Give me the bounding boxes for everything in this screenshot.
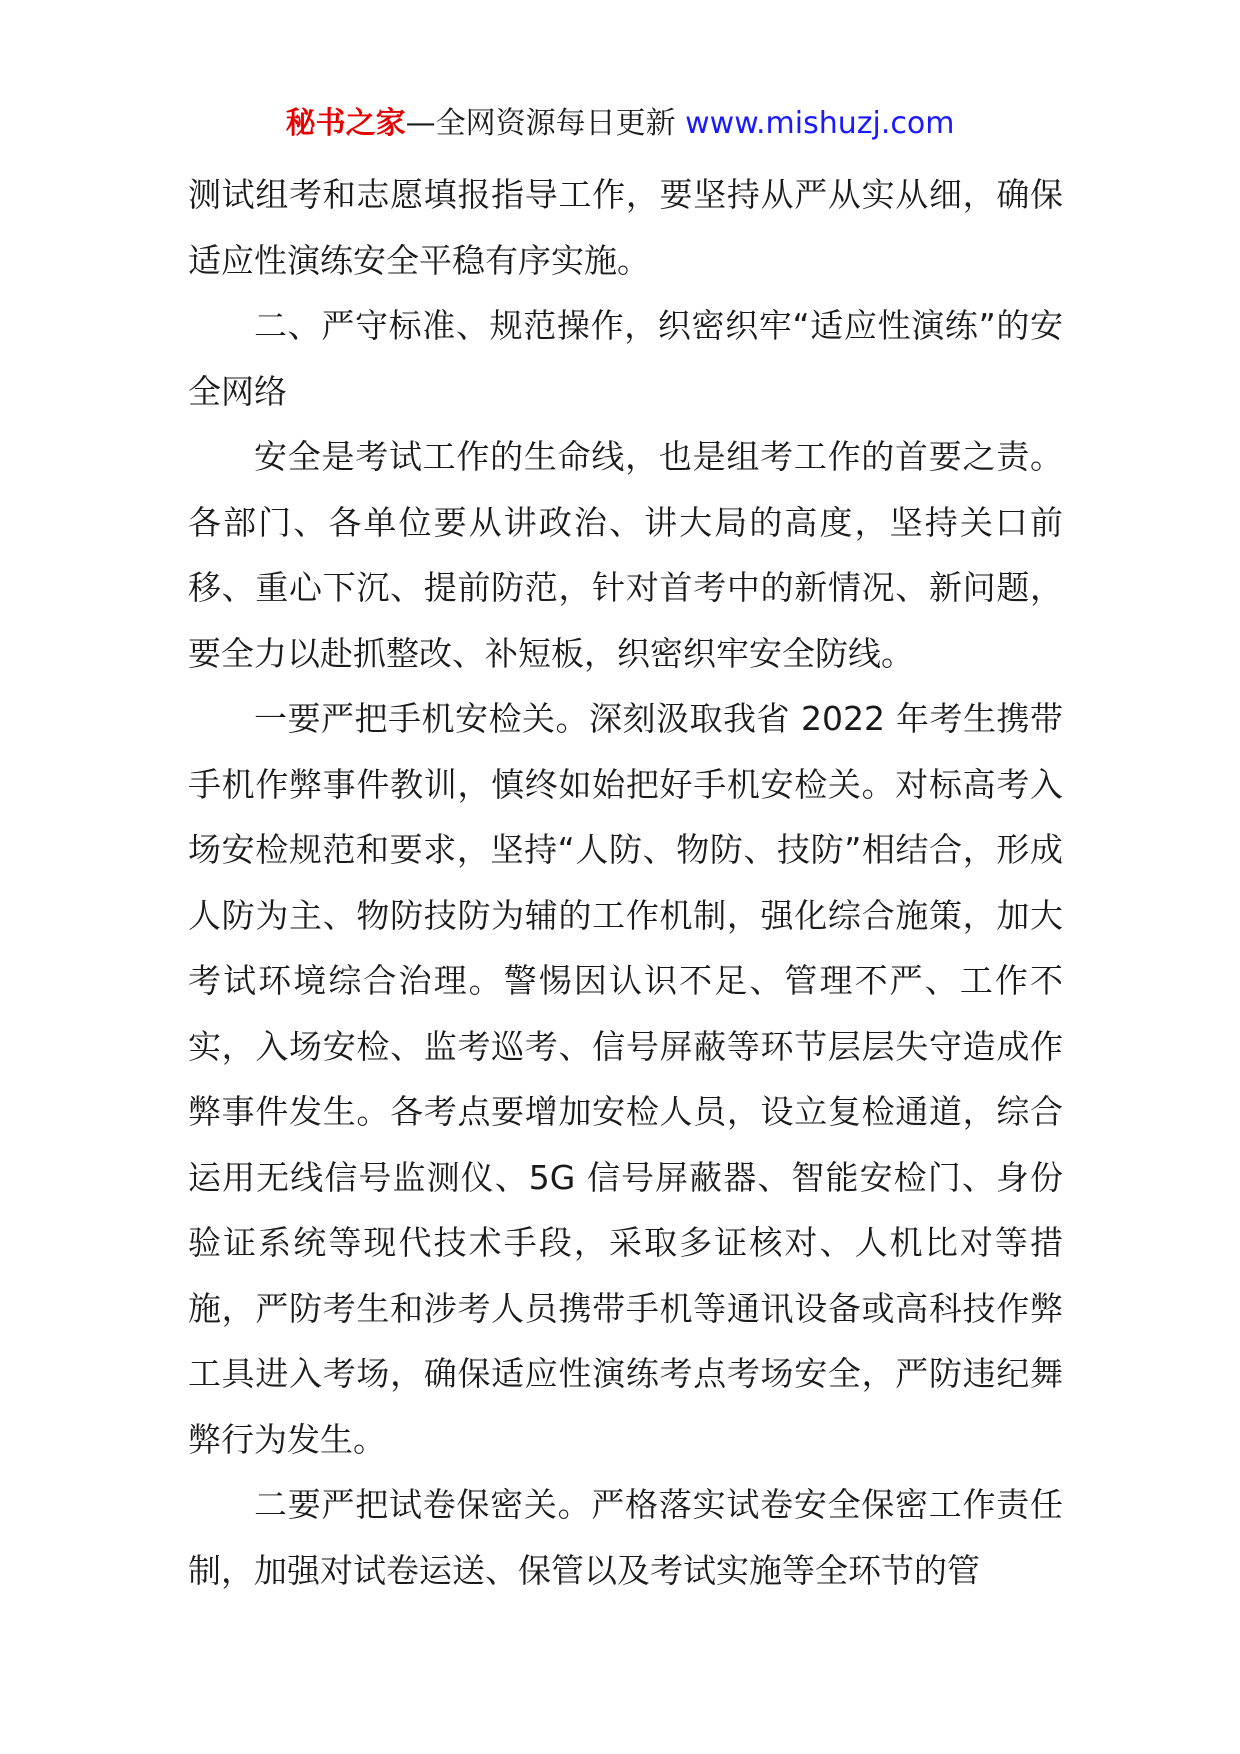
site-brand: 秘书之家 xyxy=(285,106,406,141)
paragraph: 一要严把手机安检关。深刻汲取我省 2022 年考生携带手机作弊事件教训，慎终如始把好手机安检关。对标高考入场安检规范和要求，坚持“人防、物防、技防”相结合，形成人防为主、物防技防为辅的工作机制，强化综合施策，加大考试环境综合治理。警惕因认识不足、管理不严、工作不实，入场安检、监考巡考、信号屏蔽等环节层层失守造成作弊事件发生。各考点要增加安检人员，设立复检通道，综合运用无线信号监测仪、5G 信号屏蔽器、智能安检门、身份验证系统等现代技术手段，采取多证核对、人机比对等措施，严防考生和涉考人员携带手机等通讯设备或高科技作弊工具进入考场，确保适应性演练考点考场安全，严防违纪舞弊行为发生。 xyxy=(188,699,1063,1459)
paragraph: 安全是考试工作的生命线，也是组考工作的首要之责。各部门、各单位要从讲政治、讲大局的高度，坚持关口前移、重心下沉、提前防范，针对首考中的新情况、新问题，要全力以赴抓整改、补短板，织密织牢安全防线。 xyxy=(188,437,1063,673)
site-url-link[interactable]: www.mishuzj.com xyxy=(685,106,955,141)
site-tagline: —全网资源每日更新 xyxy=(405,106,686,141)
site-header xyxy=(0,104,1240,144)
document-body xyxy=(188,162,1063,1603)
paragraph-continued: 测试组考和志愿填报指导工作，要坚持从严从实从细，确保适应性演练安全平稳有序实施。 xyxy=(188,175,1063,280)
section-heading: 二、严守标准、规范操作，织密织牢“适应性演练”的安全网络 xyxy=(188,306,1063,411)
paragraph: 二要严把试卷保密关。严格落实试卷安全保密工作责任制，加强对试卷运送、保管以及考试实施等全环节的管 xyxy=(188,1485,1063,1590)
